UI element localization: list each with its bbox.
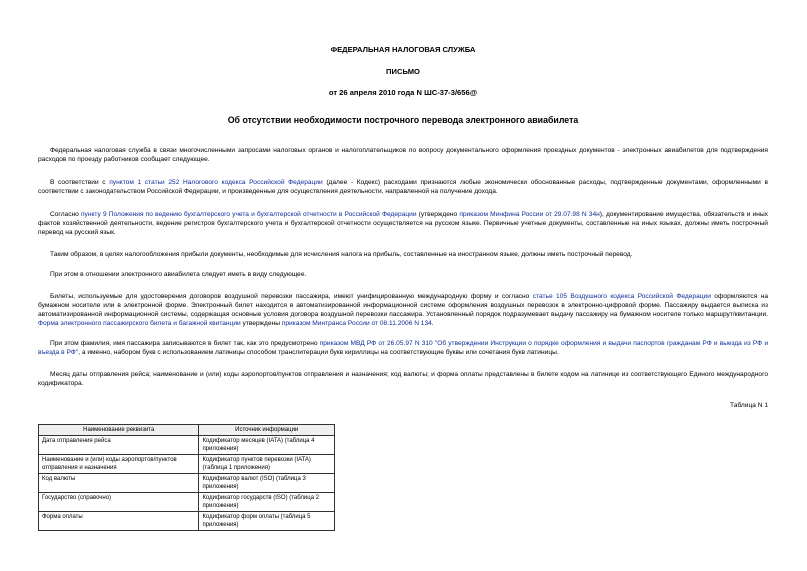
paragraph-6: Билеты, используемые для удостоверения договоров воздушной перевозки пассажира, имеют унифицированную международную форму и согласно статье 105 Воздушного кодекса Российской Федерации оформляются на бумажном носителе или в электронной форме. Электронный билет находится в автоматизированной информационной системе оформления воздушных перевозок в электронно-цифровой форме. Пассажиру выдается выписка из автоматизированной информационной системы, содержащая основные условия договора воздушной перевозки пассажира. Установленный порядок подразумевает выдачу пассажиру на бумажном носителе только маршрут/квитанции. Форма электронного пассажирского билета и багажной квитанции утверждены приказом Минтранса России от 08.11.2006 N 134. (38, 293, 769, 327)
table-cell: Наименование и (или) коды аэропортов/пунктов отправления и назначения (39, 455, 199, 474)
table-cell: Кодификатор месяцев (IATA) (таблица 4 приложения) (199, 436, 335, 455)
table-header-cell: Наименование реквизита (39, 425, 199, 436)
table-cell: Дата отправления рейса (39, 436, 199, 455)
link-mintrans-order[interactable]: приказом Минтранса России от 08.11.2006 N 134 (281, 320, 432, 327)
link-e-ticket-form[interactable]: Форма электронного пассажирского билета и багажной квитанции (38, 320, 241, 327)
document-title: Об отсутствии необходимости построчного перевода электронного авиабилета (227, 115, 579, 125)
table-caption: Таблица N 1 (730, 402, 768, 409)
table-cell: Кодификатор государств (ISO) (таблица 2 приложения) (199, 493, 335, 512)
table-header-row (39, 425, 335, 436)
link-air-code-article-105[interactable]: статье 105 Воздушного кодекса Российской Федерации (532, 293, 711, 300)
link-accounting-regulation[interactable]: пункту 9 Положения по ведению бухгалтерского учета и бухгалтерской отчетности в Российской Федерации (80, 211, 417, 218)
document-date-number: от 26 апреля 2010 года N ШС-37-3/656@ (328, 88, 478, 97)
table-cell: Код валюты (39, 474, 199, 493)
table-cell: Кодификатор валют (ISO) (таблица 3 приложения) (199, 474, 335, 493)
table-row (39, 474, 335, 493)
paragraph-2: В соответствии с пунктом 1 статьи 252 Налогового кодекса Российской Федерации (далее - Кодекс) расходами признаются любые экономически обоснованные расходы, подтвержденные документами, оформленными в соответствии с законодательством Российской Федерации, и произведенные для осуществления деятельности, направленной на получение дохода. (38, 179, 769, 195)
table-row (39, 493, 335, 512)
document-type: ПИСЬМО (386, 67, 420, 76)
table-row (39, 455, 335, 474)
link-mvd-order[interactable]: приказом МВД РФ от 26.05.97 N 310 "Об утверждении Инструкции о порядке оформления и выдачи паспортов гражданам РФ и выезда из РФ и въезда в РФ" (38, 340, 769, 356)
paragraph-3: Согласно пункту 9 Положения по ведению бухгалтерского учета и бухгалтерской отчетности в Российской Федерации (утверждено приказом Минфина России от 29.07.98 N 34н), документирование имущества, обязательств и иных фактов хозяйственной деятельности, ведение регистров бухгалтерского учета и бухгалтерской отчетности осуществляется на русском языке. Первичные учетные документы, составленные на иных языках, должны иметь построчный перевод на русский язык. (38, 211, 768, 236)
table-header-cell: Источник информации (199, 425, 335, 436)
table-cell: Форма оплаты (39, 512, 199, 531)
table-row (39, 436, 335, 455)
paragraph-5: При этом в отношении электронного авиабилета следует иметь в виду следующее. (50, 271, 307, 278)
paragraph-1: Федеральная налоговая служба в связи многочисленными запросами налоговых органов и налогоплательщиков по вопросу документального оформления проездных документов - электронных авиабилетов для подтверждения расходов по проезду работников сообщает следующее. (38, 147, 768, 163)
agency-heading: ФЕДЕРАЛЬНАЯ НАЛОГОВАЯ СЛУЖБА (330, 45, 476, 54)
table-cell: Государство (справочно) (39, 493, 199, 512)
link-minfin-order[interactable]: приказом Минфина России от 29.07.98 N 34н (459, 211, 600, 218)
requisites-table (38, 424, 335, 531)
paragraph-8: Месяц даты отправления рейса; наименование и (или) коды аэропортов/пунктов отправления и назначения; код валюты; и форма оплаты представлены в билете кодом на латинице из соответствующего Единого международного кодификатора. (38, 371, 768, 387)
paragraph-4: Таким образом, в целях налогообложения прибыли документы, необходимые для исчисления налога на прибыль, составленные на иностранном языке, должны иметь построчный перевод. (50, 251, 633, 258)
paragraph-7: При этом фамилия, имя пассажира записываются в билет так, как это предусмотрено приказом МВД РФ от 26.05.97 N 310 "Об утверждении Инструкции о порядке оформления и выдачи паспортов гражданам РФ и выезда из РФ и въезда в РФ", а именно, набором букв с использованием латиницы способом транслитерации букв кириллицы на соответствующие буквы или сочетания букв латиницы. (38, 340, 769, 356)
table-row (39, 512, 335, 531)
link-tax-code-article-252[interactable]: пунктом 1 статьи 252 Налогового кодекса Российской Федерации (109, 179, 323, 186)
table-cell: Кодификатор форм оплаты (таблица 5 приложения) (199, 512, 335, 531)
table-cell: Кодификатор пунктов перевозки (IATA) (таблица 1 приложения) (199, 455, 335, 474)
